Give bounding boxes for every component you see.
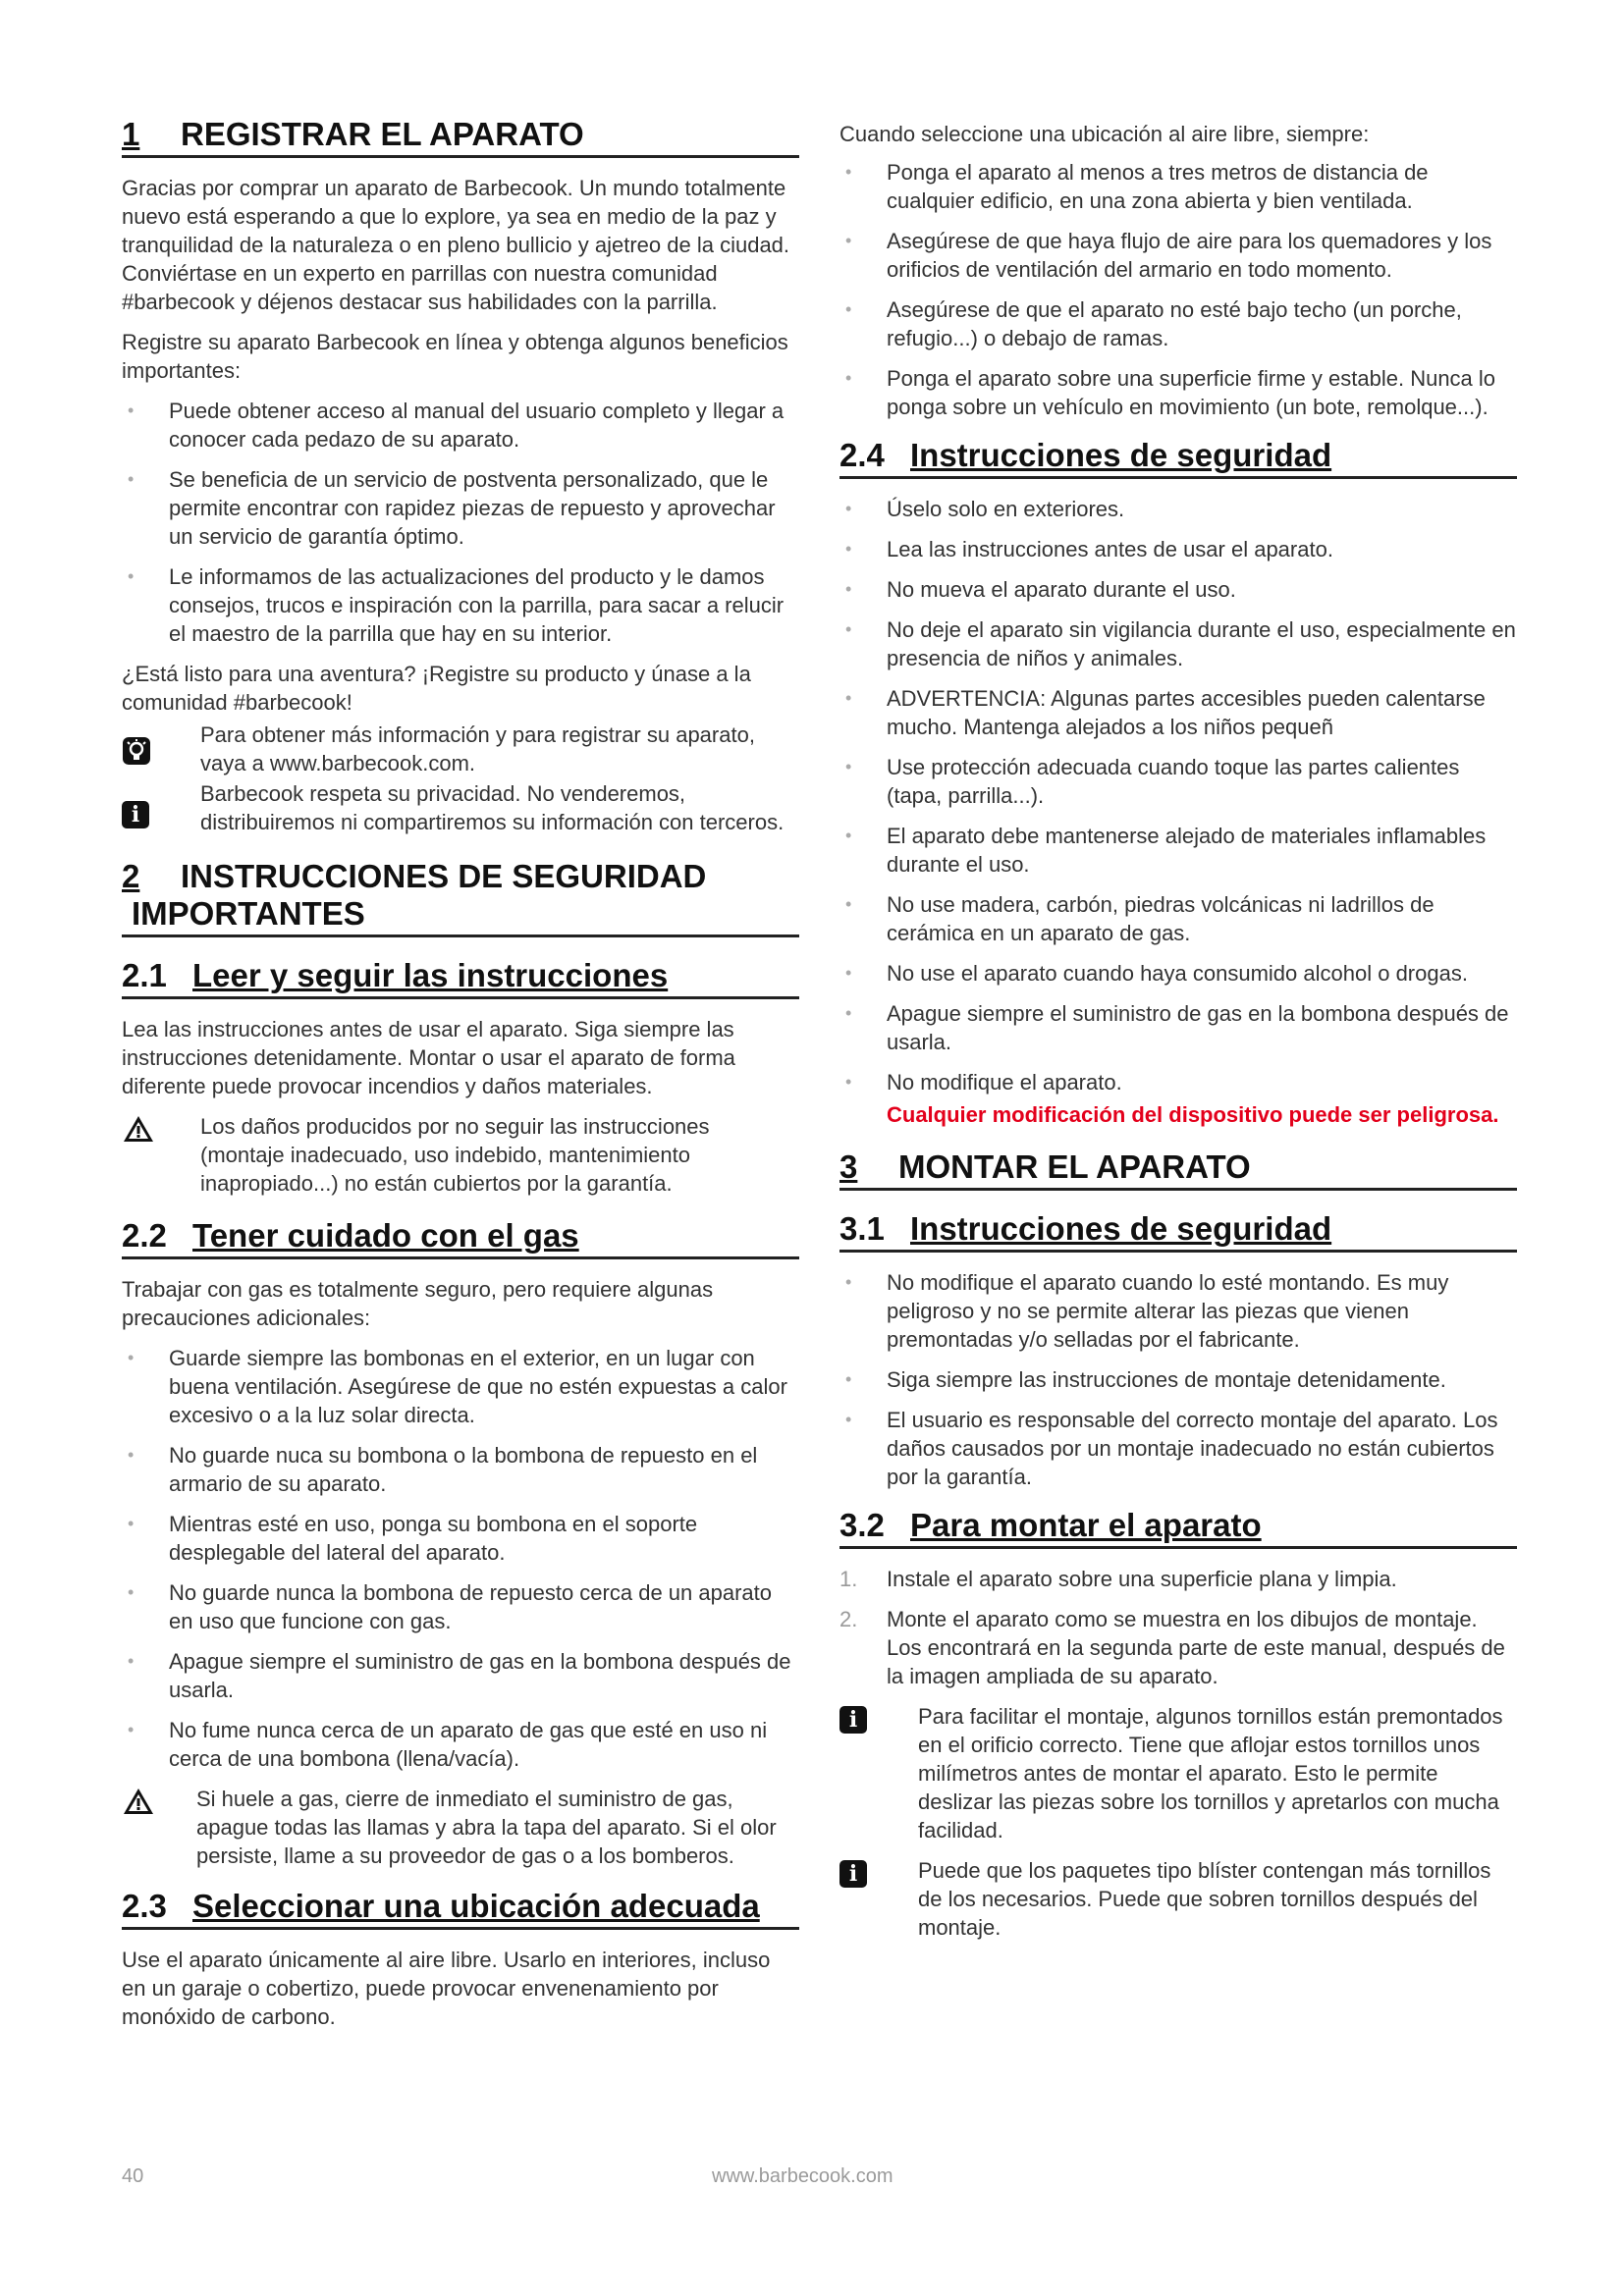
premounted-screws-text: Para facilitar el montaje, algunos tornillos están premontados en el orificio correcto. Tiene que aflojar estos tornillos unos milímetros antes de montar el aparato. Esto le permite deslizar las piezas sobre los tornillos y apretarlos con mucha facilidad. xyxy=(918,1704,1503,1842)
location-list xyxy=(839,158,1517,421)
list-item: • Ponga el aparato al menos a tres metros de distancia de cualquier edificio, en una zona abierta y bien ventilada. xyxy=(839,158,1517,215)
list-item: • No fume nunca cerca de un aparato de gas que esté en uso ni cerca de una bombona (llena/vacía). xyxy=(122,1716,799,1773)
read-instructions-paragraph: Lea las instrucciones antes de usar el aparato. Siga siempre las instrucciones detenidamente. Montar o usar el aparato de forma diferente puede provocar incendios y daños materiales. xyxy=(122,1017,735,1098)
warning-triangle-icon xyxy=(122,1787,155,1816)
list-item: • Asegúrese de que haya flujo de aire para los quemadores y los orificios de ventilación del armario en todo momento. xyxy=(839,227,1517,284)
section-2-3-heading xyxy=(122,1888,799,1930)
section-3-heading xyxy=(839,1148,1517,1191)
list-item: • El usuario es responsable del correcto montaje del aparato. Los daños causados por un montaje inadecuado no están cubiertos por la garantía. xyxy=(839,1406,1517,1491)
section-1-heading xyxy=(122,116,799,158)
section-number: 3.1 xyxy=(839,1210,885,1247)
section-title: Tener cuidado con el gas xyxy=(192,1217,579,1254)
step-text: Monte el aparato como se muestra en los dibujos de montaje. Los encontrará en la segunda parte de este manual, después de la imagen ampliada de su aparato. xyxy=(887,1607,1505,1688)
intro-paragraph: Gracias por comprar un aparato de Barbecook. Un mundo totalmente nuevo está esperando a que lo explore, ya sea en medio de la paz y tranquilidad de la naturaleza o en pleno bullicio y ajetreo de la ciudad. Conviértase en un experto en parrillas con nuestra comunidad #barbecook y déjenos destacar sus habilidades con la parrilla. xyxy=(122,176,790,314)
warning-triangle-icon xyxy=(122,1114,155,1144)
section-title: INSTRUCCIONES DE SEGURIDAD xyxy=(181,858,707,894)
list-item: • Lea las instrucciones antes de usar el aparato. xyxy=(839,535,1517,563)
section-title: Seleccionar una ubicación adecuada xyxy=(192,1888,760,1924)
left-column xyxy=(122,116,799,2043)
section-title: Para montar el aparato xyxy=(910,1507,1262,1543)
list-item: • El aparato debe mantenerse alejado de materiales inflamables durante el uso. xyxy=(839,822,1517,879)
step-text: Instale el aparato sobre una superficie plana y limpia. xyxy=(887,1567,1397,1591)
screws-info-note xyxy=(839,1702,1517,1844)
footer-url: www.barbecook.com xyxy=(712,2165,893,2187)
step-number: 2. xyxy=(839,1607,858,1631)
step-number: 1. xyxy=(839,1567,858,1591)
list-item: • Apague siempre el suministro de gas en la bombona después de usarla. xyxy=(122,1647,799,1704)
page-number: 40 xyxy=(122,2165,144,2187)
register-paragraph: Registre su aparato Barbecook en línea y obtenga algunos beneficios importantes: xyxy=(122,330,788,383)
list-item: • No use el aparato cuando haya consumido alcohol o drogas. xyxy=(839,959,1517,988)
warning-note xyxy=(122,1112,799,1198)
location-paragraph: Use el aparato únicamente al aire libre. Usarlo en interiores, incluso en un garaje o cobertizo, puede provocar envenenamiento por monóxido de carbono. xyxy=(122,1948,771,2029)
list-item: • No modifique el aparato cuando lo esté montando. Es muy peligroso y no se permite alterar las piezas que vienen premontadas y/o selladas por el fabricante. xyxy=(839,1268,1517,1354)
blister-info-note xyxy=(839,1856,1517,1942)
section-title: Instrucciones de seguridad xyxy=(910,1210,1332,1247)
assembly-safety-list xyxy=(839,1268,1517,1491)
section-2-1-heading xyxy=(122,957,799,999)
info-icon: i xyxy=(839,1706,867,1734)
section-number: 2 xyxy=(122,858,140,894)
warranty-warning-text: Los daños producidos por no seguir las instrucciones (montaje inadecuado, uso indebido, mantenimiento inapropiado...) no están cubiertos por la garantía. xyxy=(200,1114,710,1196)
tip-text: Para obtener más información y para registrar su aparato, vaya a www.barbecook.com. xyxy=(200,722,755,775)
section-title: Leer y seguir las instrucciones xyxy=(192,957,669,993)
section-number: 1 xyxy=(122,116,140,152)
info-icon: i xyxy=(122,801,149,828)
list-item: • No modifique el aparato. xyxy=(839,1068,1517,1096)
section-number: 3.2 xyxy=(839,1507,885,1543)
info-note xyxy=(122,779,799,836)
assembly-steps xyxy=(839,1565,1517,1690)
tip-note xyxy=(122,721,799,777)
list-item xyxy=(839,1565,1517,1593)
list-item: • Mientras esté en uso, ponga su bombona en el soporte desplegable del lateral del aparato. xyxy=(122,1510,799,1567)
list-item: • Apague siempre el suministro de gas en la bombona después de usarla. xyxy=(839,999,1517,1056)
benefits-list xyxy=(122,397,799,648)
list-item xyxy=(839,1605,1517,1690)
section-2-4-heading xyxy=(839,437,1517,479)
extra-screws-text: Puede que los paquetes tipo blíster contengan más tornillos de los necesarios. Puede que sobren tornillos después del montaje. xyxy=(918,1858,1491,1940)
section-title: MONTAR EL APARATO xyxy=(898,1148,1251,1185)
list-item: • Puede obtener acceso al manual del usuario completo y llegar a conocer cada pedazo de su aparato. xyxy=(122,397,799,454)
section-number: 2.2 xyxy=(122,1217,167,1254)
section-title: REGISTRAR EL APARATO xyxy=(181,116,584,152)
list-item: • ADVERTENCIA: Algunas partes accesibles pueden calentarse mucho. Mantenga alejados a los niños pequeñ xyxy=(839,684,1517,741)
section-title-continued: IMPORTANTES xyxy=(132,895,365,932)
lightbulb-icon xyxy=(122,736,151,766)
privacy-text: Barbecook respeta su privacidad. No venderemos, distribuiremos ni compartiremos su información con terceros. xyxy=(200,781,785,834)
gas-precautions-list xyxy=(122,1344,799,1773)
section-number: 2.3 xyxy=(122,1888,167,1924)
section-3-1-heading xyxy=(839,1210,1517,1253)
safety-list xyxy=(839,495,1517,1096)
list-item: • Ponga el aparato sobre una superficie firme y estable. Nunca lo ponga sobre un vehículo en movimiento (un bote, remolque...). xyxy=(839,364,1517,421)
section-3-2-heading xyxy=(839,1507,1517,1549)
list-item: • Asegúrese de que el aparato no esté bajo techo (un porche, refugio...) o debajo de ramas. xyxy=(839,295,1517,352)
list-item: • Use protección adecuada cuando toque las partes calientes (tapa, parrilla...). xyxy=(839,753,1517,810)
gas-warning-note xyxy=(122,1785,799,1870)
info-icon: i xyxy=(839,1860,867,1888)
list-item: • Siga siempre las instrucciones de montaje detenidamente. xyxy=(839,1365,1517,1394)
gas-smell-warning-text: Si huele a gas, cierre de inmediato el suministro de gas, apague todas las llamas y abra la tapa del aparato. Si el olor persiste, llame a su proveedor de gas o a los bomberos. xyxy=(196,1787,777,1868)
gas-paragraph: Trabajar con gas es totalmente seguro, pero requiere algunas precauciones adicionales: xyxy=(122,1277,714,1330)
list-item: • Guarde siempre las bombonas en el exterior, en un lugar con buena ventilación. Asegúrese de que no estén expuestas a calor excesivo o a la luz solar directa. xyxy=(122,1344,799,1429)
section-2-heading xyxy=(122,858,799,937)
list-item: • No mueva el aparato durante el uso. xyxy=(839,575,1517,604)
list-item: • No guarde nunca la bombona de repuesto cerca de un aparato en uso que funcione con gas. xyxy=(122,1578,799,1635)
list-item: • Le informamos de las actualizaciones del producto y le damos consejos, trucos e inspiración con la parrilla, para sacar a relucir el maestro de la parrilla que hay en su interior. xyxy=(122,562,799,648)
list-item: • Se beneficia de un servicio de postventa personalizado, que le permite encontrar con rapidez piezas de repuesto y aprovechar un servicio de garantía óptimo. xyxy=(122,465,799,551)
outdoor-intro: Cuando seleccione una ubicación al aire libre, siempre: xyxy=(839,122,1370,146)
list-item: • Úselo solo en exteriores. xyxy=(839,495,1517,523)
section-number: 2.1 xyxy=(122,957,167,993)
section-2-2-heading xyxy=(122,1217,799,1259)
section-title: Instrucciones de seguridad xyxy=(910,437,1332,473)
list-item: • No guarde nuca su bombona o la bombona de repuesto en el armario de su aparato. xyxy=(122,1441,799,1498)
right-column xyxy=(839,120,1517,1953)
list-item: • No use madera, carbón, piedras volcánicas ni ladrillos de cerámica en un aparato de gas. xyxy=(839,890,1517,947)
modification-warning: Cualquier modificación del dispositivo puede ser peligrosa. xyxy=(887,1102,1499,1127)
section-number: 3 xyxy=(839,1148,858,1185)
list-item: • No deje el aparato sin vigilancia durante el uso, especialmente en presencia de niños y animales. xyxy=(839,615,1517,672)
section-number: 2.4 xyxy=(839,437,885,473)
adventure-paragraph: ¿Está listo para una aventura? ¡Registre su producto y únase a la comunidad #barbecook! xyxy=(122,662,751,715)
